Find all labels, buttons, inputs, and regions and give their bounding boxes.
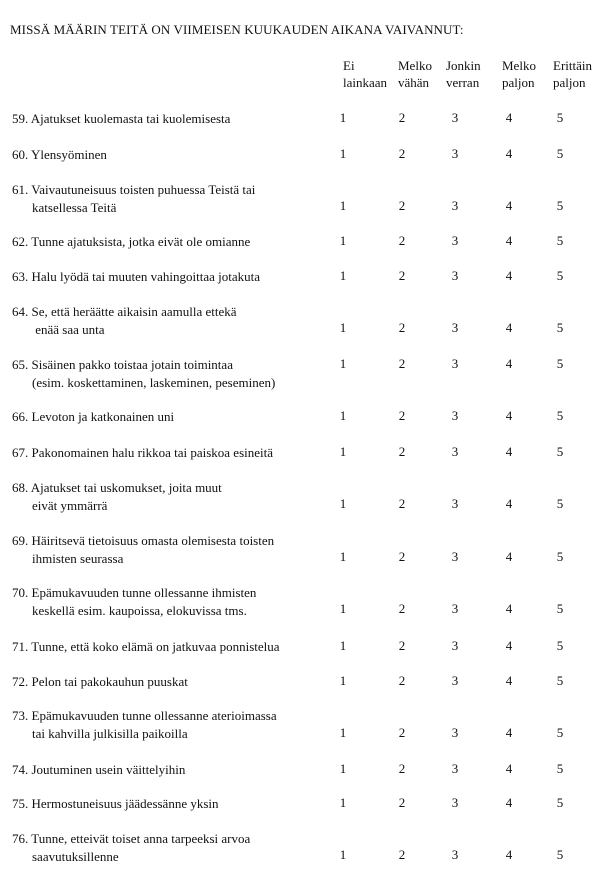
question-line1: 68. Ajatukset tai uskomukset, joita muut [12,480,222,495]
answer-option-2[interactable]: 2 [398,847,406,862]
question-text [12,146,107,164]
answer-option-3[interactable]: 3 [451,356,459,371]
question-line1: 63. Halu lyödä tai muuten vahingoittaa jotakuta [12,269,261,284]
question-text [12,795,219,813]
question-line1: 62. Tunne ajatuksista, jotka eivät ole omianne [12,234,251,249]
answer-option-3[interactable]: 3 [451,638,459,653]
answer-option-1[interactable]: 1 [339,549,347,564]
scale-header-line2: verran [446,75,480,90]
answer-option-3[interactable]: 3 [451,496,459,511]
answer-option-3[interactable]: 3 [451,847,459,862]
question-line1: 75. Hermostuneisuus jäädessänne yksin [12,796,219,811]
scale-header-line2: paljon [502,75,535,90]
question-line1: 61. Vaivautuneisuus toisten puhuessa Teistä tai [12,182,256,197]
answer-option-1[interactable]: 1 [339,110,347,125]
answer-option-3[interactable]: 3 [451,233,459,248]
answer-option-2[interactable]: 2 [398,146,406,161]
answer-option-1[interactable]: 1 [339,761,347,776]
answer-option-3[interactable]: 3 [451,601,459,616]
answer-option-3[interactable]: 3 [451,444,459,459]
answer-option-2[interactable]: 2 [398,638,406,653]
question-line1: 71. Tunne, että koko elämä on jatkuvaa ponnistelua [12,639,280,654]
answer-option-5[interactable]: 5 [556,268,564,283]
answer-option-3[interactable]: 3 [451,673,459,688]
question-text [12,303,237,338]
answer-option-3[interactable]: 3 [451,268,459,283]
question-text [12,707,277,742]
question-line1: 65. Sisäinen pakko toistaa jotain toimintaa [12,357,233,372]
answer-option-1[interactable]: 1 [339,444,347,459]
answer-option-1[interactable]: 1 [339,496,347,511]
answer-option-4[interactable]: 4 [505,673,513,688]
questionnaire-title: MISSÄ MÄÄRIN TEITÄ ON VIIMEISEN KUUKAUDEN AIKANA VAIVANNUT: [10,22,464,37]
question-line1: 67. Pakonomainen halu rikkoa tai paiskoa esineitä [12,445,274,460]
answer-option-2[interactable]: 2 [398,320,406,335]
question-text [12,356,275,391]
answer-option-3[interactable]: 3 [451,761,459,776]
question-text [12,233,250,251]
scale-header-5 [553,57,592,91]
question-line2: eivät ymmärrä [32,497,108,513]
scale-header-line2: lainkaan [343,75,388,90]
answer-option-2[interactable]: 2 [398,673,406,688]
scale-header-1 [343,57,387,91]
scale-header-2 [398,57,432,91]
answer-option-1[interactable]: 1 [339,408,347,423]
answer-option-5[interactable]: 5 [556,444,564,459]
question-text [12,479,222,514]
answer-option-3[interactable]: 3 [451,320,459,335]
answer-option-4[interactable]: 4 [505,761,513,776]
question-line1: 69. Häiritsevä tietoisuus omasta olemisesta toisten [12,533,275,548]
answer-option-2[interactable]: 2 [398,496,406,511]
question-text [12,584,256,619]
answer-option-1[interactable]: 1 [339,847,347,862]
answer-option-1[interactable]: 1 [339,146,347,161]
question-text [12,110,230,128]
question-text [12,408,174,426]
scale-header-line1: Melko [502,58,536,73]
answer-option-2[interactable]: 2 [398,110,406,125]
answer-option-2[interactable]: 2 [398,356,406,371]
answer-option-4[interactable]: 4 [505,725,513,740]
answer-option-4[interactable]: 4 [505,496,513,511]
scale-header-line2: vähän [398,75,430,90]
question-text [12,181,255,216]
answer-option-3[interactable]: 3 [451,725,459,740]
question-line2: ihmisten seurassa [32,550,124,566]
answer-option-4[interactable]: 4 [505,601,513,616]
question-line2: enää saa unta [32,321,105,337]
question-line1: 66. Levoton ja katkonainen uni [12,409,175,424]
answer-option-5[interactable]: 5 [556,198,564,213]
answer-option-4[interactable]: 4 [505,444,513,459]
answer-option-4[interactable]: 4 [505,233,513,248]
scale-header-line1: Jonkin [446,58,481,73]
answer-option-5[interactable]: 5 [556,725,564,740]
answer-option-3[interactable]: 3 [451,110,459,125]
scale-header-3 [446,57,481,91]
question-text [12,268,260,286]
scale-header-line2: paljon [553,75,586,90]
question-text [12,761,185,779]
scale-header-line1: Erittäin [553,58,592,73]
question-line1: 59. Ajatukset kuolemasta tai kuolemisesta [12,111,231,126]
answer-option-1[interactable]: 1 [339,601,347,616]
answer-option-5[interactable]: 5 [556,496,564,511]
answer-option-2[interactable]: 2 [398,198,406,213]
answer-option-3[interactable]: 3 [451,408,459,423]
answer-option-4[interactable]: 4 [505,549,513,564]
question-line1: 73. Epämukavuuden tunne ollessanne aterioimassa [12,708,277,723]
answer-option-4[interactable]: 4 [505,847,513,862]
answer-option-1[interactable]: 1 [339,268,347,283]
answer-option-5[interactable]: 5 [556,146,564,161]
answer-option-5[interactable]: 5 [556,549,564,564]
question-line2: keskellä esim. kaupoissa, elokuvissa tms. [32,602,247,618]
answer-option-1[interactable]: 1 [339,725,347,740]
question-text [12,444,273,462]
answer-option-4[interactable]: 4 [505,356,513,371]
answer-option-5[interactable]: 5 [556,110,564,125]
answer-option-3[interactable]: 3 [451,549,459,564]
answer-option-2[interactable]: 2 [398,233,406,248]
answer-option-1[interactable]: 1 [339,198,347,213]
question-line2: saavutuksillenne [32,848,119,864]
answer-option-1[interactable]: 1 [339,638,347,653]
answer-option-4[interactable]: 4 [505,268,513,283]
question-line1: 60. Ylensyöminen [12,147,107,162]
answer-option-5[interactable]: 5 [556,847,564,862]
answer-option-1[interactable]: 1 [339,233,347,248]
answer-option-2[interactable]: 2 [398,601,406,616]
answer-option-2[interactable]: 2 [398,444,406,459]
answer-option-3[interactable]: 3 [451,795,459,810]
scale-header-line1: Ei [343,58,355,73]
question-line2: (esim. koskettaminen, laskeminen, peseminen) [32,374,276,390]
scale-header-4 [502,57,536,91]
answer-option-3[interactable]: 3 [451,198,459,213]
answer-option-4[interactable]: 4 [505,146,513,161]
answer-option-4[interactable]: 4 [505,795,513,810]
answer-option-5[interactable]: 5 [556,408,564,423]
answer-option-1[interactable]: 1 [339,795,347,810]
answer-option-2[interactable]: 2 [398,761,406,776]
question-text [12,638,280,656]
question-line1: 74. Joutuminen usein väittelyihin [12,762,186,777]
question-text [12,830,250,865]
answer-option-2[interactable]: 2 [398,725,406,740]
answer-option-5[interactable]: 5 [556,601,564,616]
answer-option-1[interactable]: 1 [339,356,347,371]
answer-option-5[interactable]: 5 [556,761,564,776]
question-line1: 64. Se, että heräätte aikaisin aamulla ettekä [12,304,237,319]
answer-option-4[interactable]: 4 [505,198,513,213]
question-text [12,673,188,691]
answer-option-2[interactable]: 2 [398,549,406,564]
answer-option-4[interactable]: 4 [505,110,513,125]
answer-option-5[interactable]: 5 [556,673,564,688]
answer-option-1[interactable]: 1 [339,320,347,335]
question-line2: katsellessa Teitä [32,199,117,215]
answer-option-3[interactable]: 3 [451,146,459,161]
answer-option-5[interactable]: 5 [556,638,564,653]
answer-option-5[interactable]: 5 [556,356,564,371]
question-line1: 72. Pelon tai pakokauhun puuskat [12,674,188,689]
answer-option-5[interactable]: 5 [556,233,564,248]
answer-option-2[interactable]: 2 [398,408,406,423]
answer-option-4[interactable]: 4 [505,320,513,335]
question-text [12,532,274,567]
answer-option-1[interactable]: 1 [339,673,347,688]
answer-option-4[interactable]: 4 [505,408,513,423]
question-line1: 76. Tunne, etteivät toiset anna tarpeeksi arvoa [12,831,251,846]
scale-header-line1: Melko [398,58,432,73]
question-line1: 70. Epämukavuuden tunne ollessanne ihmisten [12,585,257,600]
answer-option-2[interactable]: 2 [398,268,406,283]
answer-option-5[interactable]: 5 [556,320,564,335]
question-line2: tai kahvilla julkisilla paikoilla [32,725,188,741]
answer-option-5[interactable]: 5 [556,795,564,810]
answer-option-2[interactable]: 2 [398,795,406,810]
answer-option-4[interactable]: 4 [505,638,513,653]
